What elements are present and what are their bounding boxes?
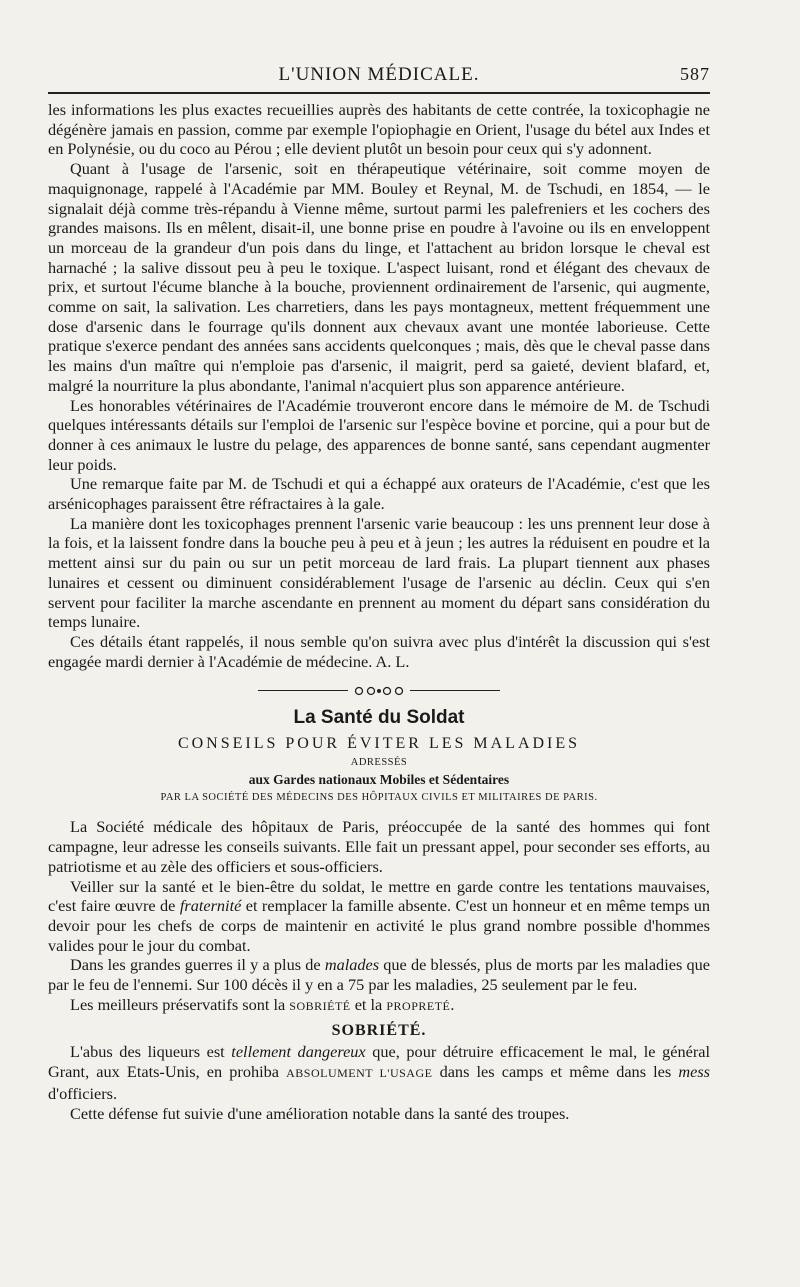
document-page [48,62,710,1123]
paragraph: Une remarque faite par M. de Tschudi et qui a échappé aux orateurs de l'Académie, c'est que les arsénicophages paraissent être réfractaires à la gale. [48,474,710,514]
paragraph: Ces détails étant rappelés, il nous semble qu'on suivra avec plus d'intérêt la discussion qui s'est engagée mardi dernier à l'Académie de médecine. A. L. [48,631,710,671]
section-subtitle: CONSEILS POUR ÉVITER LES MALADIES [177,735,581,753]
article-soldier-health [48,817,710,1016]
paragraph: les informations les plus exactes recueillies auprès des habitants de cette contrée, la toxicophagie ne dégénère jamais en passion, comme par exemple l'opiophagie en Orient, l'usage du bétel aux Indes et en Polynésie, ou du coco au Pérou ; elle devient plutôt un besoin pour ceux qui s'y adonnent. [48,100,710,159]
header-rule [48,92,710,94]
page-number: 587 [680,64,710,84]
recipients-line: aux Gardes nationaux Mobiles et Sédentaires [248,772,510,788]
article-arsenic [48,100,710,671]
addressed-line: ADRESSÉS [350,757,408,769]
running-head [48,62,710,92]
byline: PAR LA SOCIÉTÉ DES MÉDECINS DES HÔPITAUX CIVILS ET MILITAIRES DE PARIS. [160,792,598,804]
section-title: La Santé du Soldat [293,707,465,729]
subsection-sobriete [48,1042,710,1123]
paragraph: La Société médicale des hôpitaux de Paris, préoccupée de la santé des hommes qui font campagne, leur adresse les conseils suivants. Elle fait un pressant appel, pour seconder ses efforts, au patriotisme et au zèle des officiers et sous-officiers. [48,817,710,876]
paragraph: Les meilleurs préservatifs sont la SOBRIÉTÉ et la PROPRETÉ. [70,994,455,1014]
paragraph: L'abus des liqueurs est tellement dangereux que, pour détruire efficacement le mal, le général Grant, aux Etats-Unis, en prohiba ABSOLUMENT L'USAGE dans les camps et même dans les mess d'officiers. [48,1042,711,1103]
paragraph: Cette défense fut suivie d'une amélioration notable dans la santé des troupes. [70,1103,570,1123]
paragraph: Dans les grandes guerres il y a plus de malades que de blessés, plus de morts par les maladies que par le feu de l'ennemi. Sur 100 décès il y en a 75 par les maladies, 25 seulement par le feu. [48,955,710,995]
subsection-heading: SOBRIÉTÉ. [331,1022,427,1040]
section-divider-ornament [48,683,710,697]
paragraph: Quant à l'usage de l'arsenic, soit en thérapeutique vétérinaire, soit comme moyen de maquignonage, rappelé à l'Académie par MM. Bouley et Reynal, M. de Tschudi, en 1854, — le signalait déjà comme très-répandu à Vienne même, surtout parmi les palefreniers et les cochers des grandes maisons. Ils en mêlent, disait-il, une bonne prise en poudre à l'avoine ou ils en enveloppent un morceau de la grandeur d'un pois dans du linge, et l'attachent au bridon lorsque le cheval est harnaché ; la salive dissout peu à peu le toxique. L'aspect luisant, rond et élégant des chevaux de prix, et surtout l'écume blanche à la bouche, proviennent ordinairement de l'arsenic, qui augmente, comme on sait, la salivation. Les charretiers, dans les pays montagneux, mettent fréquemment une dose d'arsenic dans le fourrage qu'ils donnent aux chevaux avant une montée laborieuse. Cette pratique s'exerce pendant des années sans accidents quelconques ; mais, dès que le cheval passe dans les mains d'un maître qui n'emploie pas d'arsenic, il maigrit, perd sa gaieté, devient blafard, et, malgré la nourriture la plus abondante, l'animal n'acquiert plus son apparence antérieure. [48,159,710,395]
journal-title: L'UNION MÉDICALE. [278,64,480,85]
paragraph: La manière dont les toxicophages prennent l'arsenic varie beaucoup : les uns prennent leur dose à la fois, et la laissent fondre dans la bouche peu à peu et à jeun ; les autres la réduisent en poudre et la mettent ainsi sur du pain ou sur un petit morceau de lard frais. La plupart tiennent aux phases lunaires et cessent ou diminuent considérablement l'usage de l'arsenic au déclin. Ceux qui s'en servent pour faciliter la marche ascendante en prennent au moment du départ sans considération du temps lunaire. [48,513,710,632]
paragraph: Les honorables vétérinaires de l'Académie trouveront encore dans le mémoire de M. de Tschudi quelques intéressants détails sur l'emploi de l'arsenic sur l'espèce bovine et porcine, qui a pour but de donner à ces animaux le lustre du pelage, des apparences de bonne santé, sans cependant augmenter leur poids. [48,395,710,474]
paragraph: Veiller sur la santé et le bien-être du soldat, le mettre en garde contre les tentations mauvaises, c'est faire œuvre de fraternité et remplacer la famille absente. C'est un honneur et en même temps un devoir pour les chefs de corps de maintenir en activité le plus grand nombre possible d'hommes valides pour le jour du combat. [48,876,710,955]
